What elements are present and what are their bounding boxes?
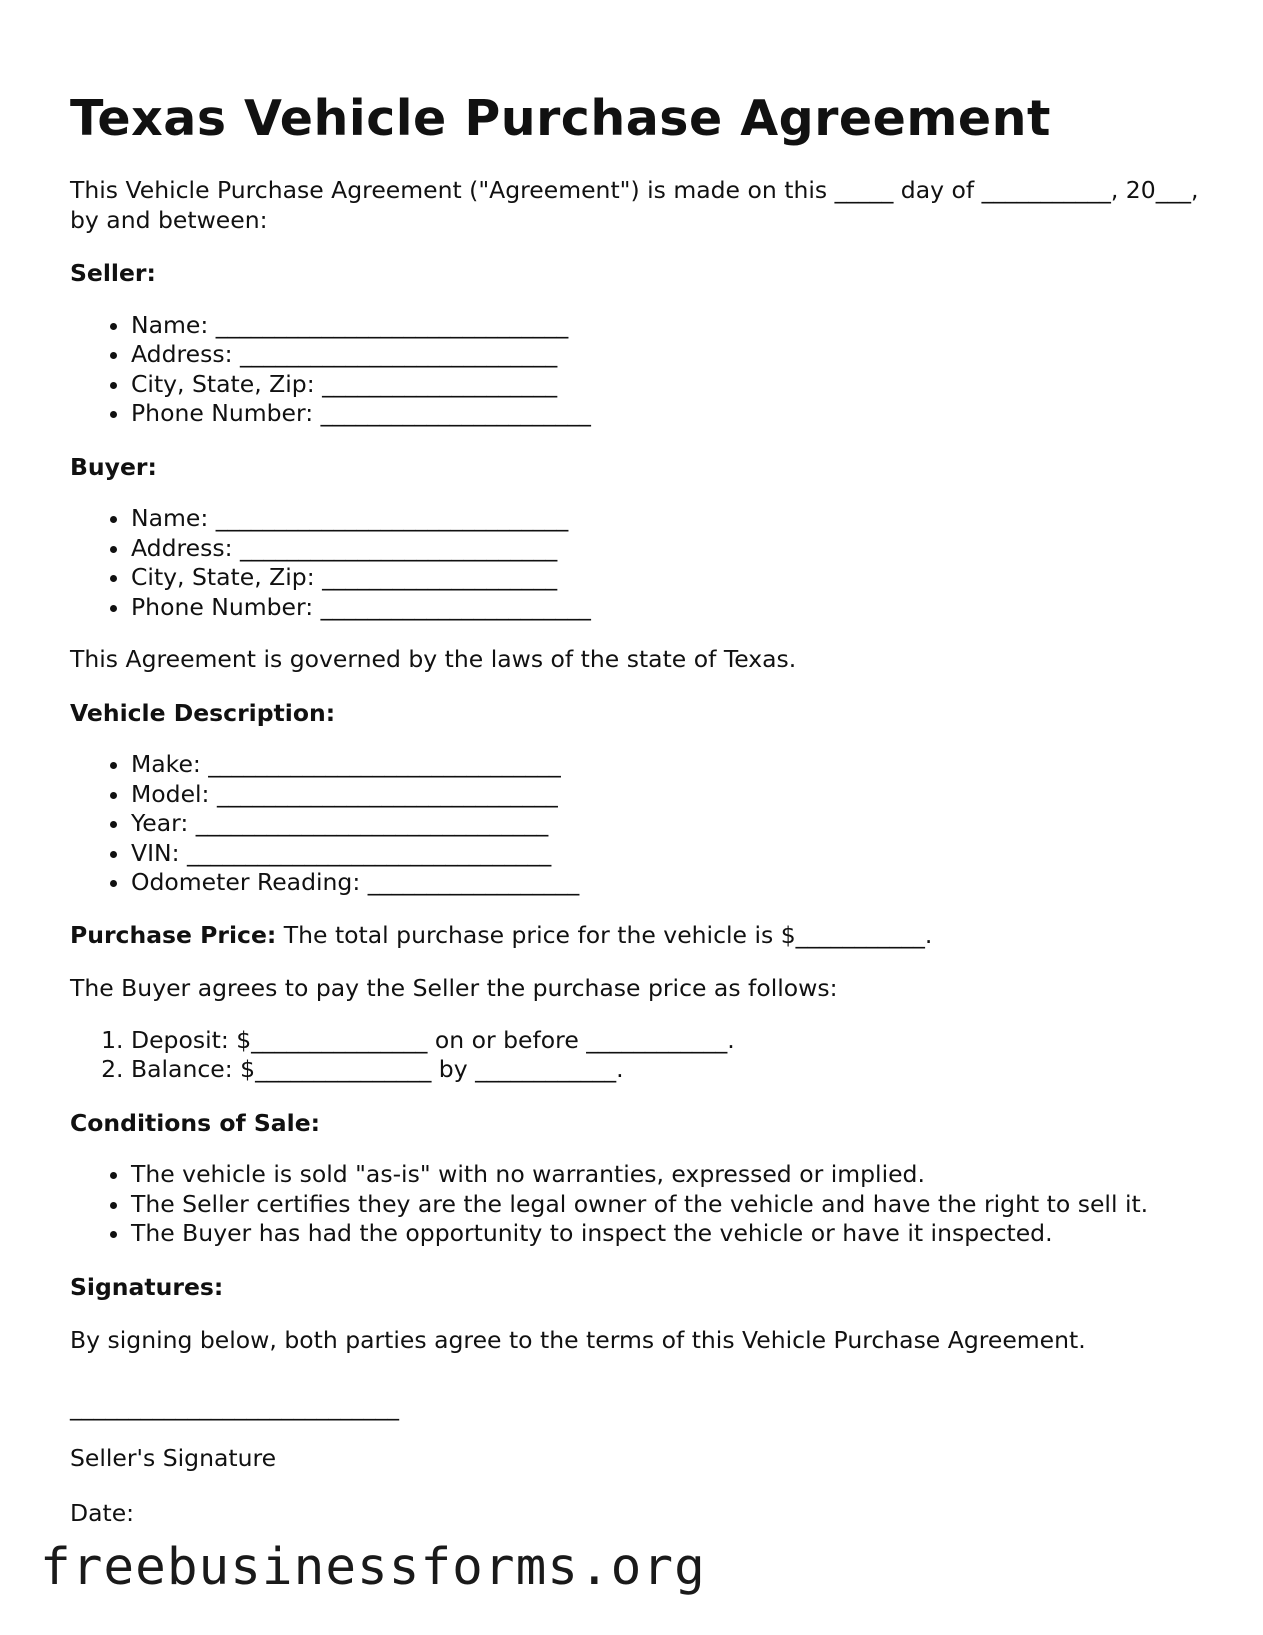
seller-city-state-zip-field: • City, State, Zip: ____________________ xyxy=(131,370,1200,400)
watermark-text: freebusinessforms.org xyxy=(40,1538,706,1597)
buyer-fields-list xyxy=(70,504,1200,622)
signatures-heading: Signatures: xyxy=(70,1272,224,1301)
vehicle-make-field: • Make: ______________________________ xyxy=(131,750,1200,780)
condition-as-is: • The vehicle is sold "as-is" with no warranties, expressed or implied. xyxy=(131,1160,1200,1190)
governing-law-paragraph: This Agreement is governed by the laws of the state of Texas. xyxy=(70,645,797,673)
seller-signature-line: ____________________________ xyxy=(70,1392,399,1421)
purchase-price-label: Purchase Price: xyxy=(70,920,277,949)
seller-phone-field: • Phone Number: _______________________ xyxy=(131,399,1200,429)
seller-signature-label: Seller's Signature xyxy=(70,1444,277,1472)
condition-inspection: • The Buyer has had the opportunity to inspect the vehicle or have it inspected. xyxy=(131,1219,1200,1249)
vehicle-fields-list xyxy=(70,750,1200,898)
purchase-price-paragraph xyxy=(70,921,1200,951)
signatures-paragraph: By signing below, both parties agree to the terms of this Vehicle Purchase Agreement. xyxy=(70,1326,1086,1354)
buyer-address-field: • Address: ___________________________ xyxy=(131,534,1200,564)
seller-heading: Seller: xyxy=(70,259,156,287)
vehicle-vin-field: • VIN: _______________________________ xyxy=(131,839,1200,869)
buyer-name-field: • Name: ______________________________ xyxy=(131,504,1200,534)
buyer-phone-field: • Phone Number: _______________________ xyxy=(131,593,1200,623)
conditions-list xyxy=(70,1160,1200,1249)
payment-deposit-item: 1. Deposit: $_______________ on or before ____________. xyxy=(131,1026,1200,1056)
payment-balance-item: 2. Balance: $_______________ by ____________. xyxy=(131,1055,1200,1085)
seller-name-field: • Name: ______________________________ xyxy=(131,311,1200,341)
vehicle-year-field: • Year: ______________________________ xyxy=(131,809,1200,839)
condition-legal-owner: • The Seller certifies they are the legal owner of the vehicle and have the right to sell it. xyxy=(131,1190,1200,1220)
seller-address-field: • Address: ___________________________ xyxy=(131,340,1200,370)
vehicle-odometer-field: • Odometer Reading: __________________ xyxy=(131,868,1200,898)
buyer-heading: Buyer: xyxy=(70,452,157,481)
document-page xyxy=(70,84,1200,1528)
document-title: Texas Vehicle Purchase Agreement xyxy=(70,90,1051,147)
intro-paragraph: This Vehicle Purchase Agreement ("Agreement") is made on this _____ day of ___________, 20___, by and between: xyxy=(70,176,1199,234)
vehicle-heading: Vehicle Description: xyxy=(70,698,336,727)
purchase-price-text: The total purchase price for the vehicle is $___________. xyxy=(276,920,933,949)
date-label: Date: xyxy=(70,1498,135,1527)
payment-intro: The Buyer agrees to pay the Seller the purchase price as follows: xyxy=(70,974,838,1002)
conditions-heading: Conditions of Sale: xyxy=(70,1108,321,1137)
payment-list xyxy=(70,1026,1200,1085)
seller-fields-list xyxy=(70,311,1200,429)
buyer-city-state-zip-field: • City, State, Zip: ____________________ xyxy=(131,563,1200,593)
vehicle-model-field: • Model: _____________________________ xyxy=(131,780,1200,810)
